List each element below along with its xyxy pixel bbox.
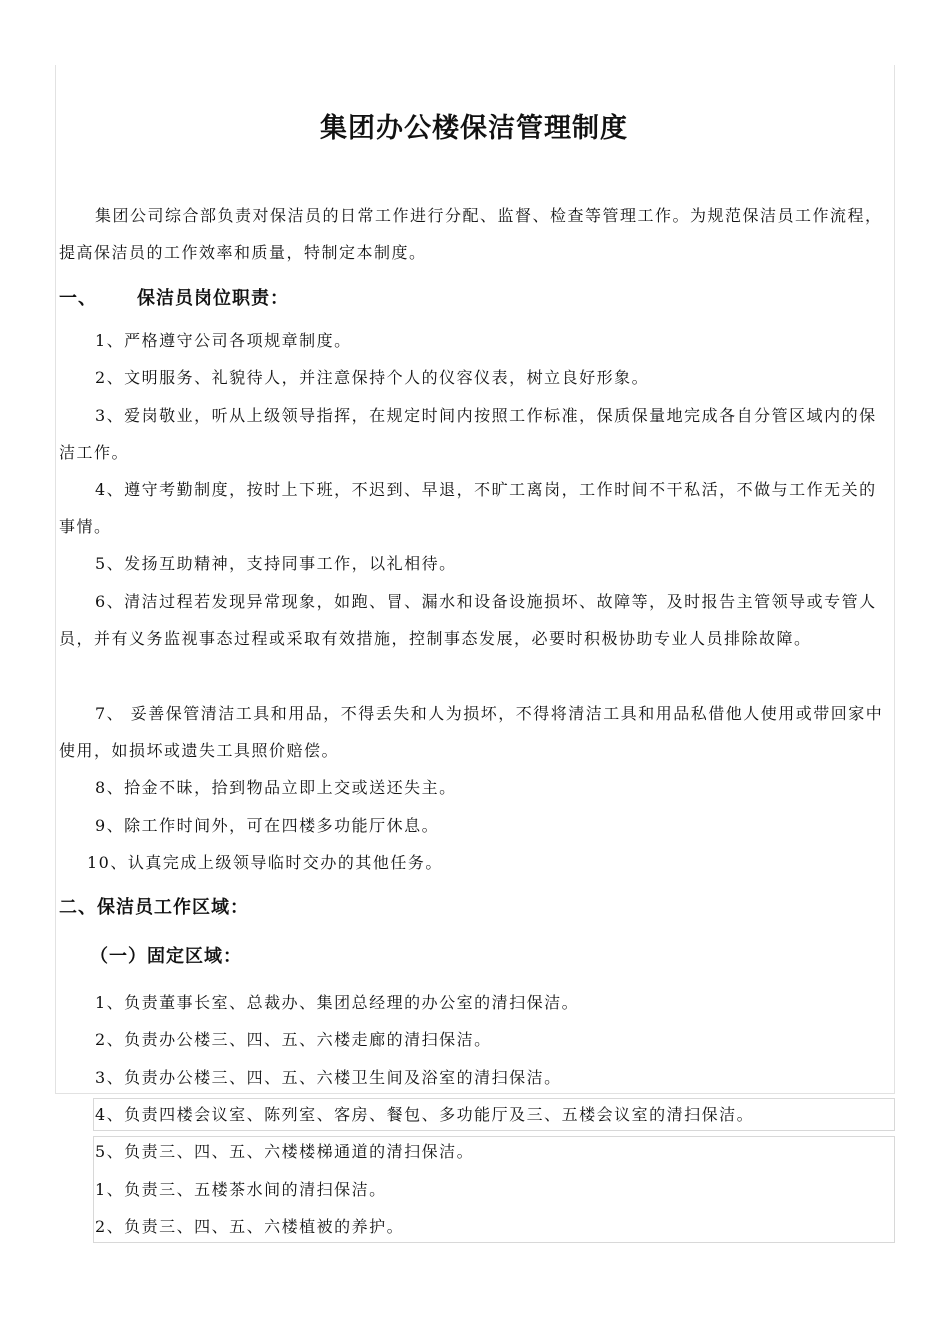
area-item-1: 1、负责董事长室、总裁办、集团总经理的办公室的清扫保洁。 xyxy=(95,993,580,1012)
area-item-4: 4、负责四楼会议室、陈列室、客房、餐包、多功能厅及三、五楼会议室的清扫保洁。 xyxy=(95,1105,755,1124)
duty-item-2: 2、文明服务、礼貌待人，并注意保持个人的仪容仪表，树立良好形象。 xyxy=(95,368,650,387)
duty-item-7: 7、 妥善保管清洁工具和用品，不得丢失和人为损坏，不得将清洁工具和用品私借他人使用或带回家中使用，如损坏或遗失工具照价赔偿。 xyxy=(59,704,884,760)
document-title: 集团办公楼保洁管理制度 xyxy=(320,113,628,144)
area-item-2: 2、负责办公楼三、四、五、六楼走廊的清扫保洁。 xyxy=(95,1030,492,1049)
duty-item-5: 5、发扬互助精神，支持同事工作，以礼相待。 xyxy=(95,554,457,573)
section-1-number: 一、 xyxy=(59,288,97,309)
section-1-heading xyxy=(59,284,289,310)
duty-item-1: 1、严格遵守公司各项规章制度。 xyxy=(95,331,352,350)
section-2-heading: 二、保洁员工作区域： xyxy=(59,897,249,918)
duty-item-8: 8、拾金不昧，拾到物品立即上交或送还失主。 xyxy=(95,778,457,797)
duty-item-6: 6、清洁过程若发现异常现象，如跑、冒、漏水和设备设施损坏、故障等，及时报告主管领导或专管人员，并有义务监视事态过程或采取有效措施，控制事态发展，必要时积极协助专业人员排除故障。 xyxy=(59,592,877,648)
section-1-title: 保洁员岗位职责： xyxy=(137,288,289,309)
duty-item-10: 10、认真完成上级领导临时交办的其他任务。 xyxy=(87,853,443,872)
intro-paragraph: 集团公司综合部负责对保洁员的日常工作进行分配、监督、检查等管理工作。为规范保洁员工作流程，提高保洁员的工作效率和质量，特制定本制度。 xyxy=(59,206,883,262)
duty-item-4: 4、遵守考勤制度，按时上下班，不迟到、早退，不旷工离岗，工作时间不干私活，不做与工作无关的事情。 xyxy=(59,480,877,536)
area-item-5: 5、负责三、四、五、六楼楼梯通道的清扫保洁。 xyxy=(95,1142,475,1161)
duty-item-9: 9、除工作时间外，可在四楼多功能厅休息。 xyxy=(95,816,440,835)
duty-item-3: 3、爱岗敬业，听从上级领导指挥，在规定时间内按照工作标准，保质保量地完成各自分管区域内的保洁工作。 xyxy=(59,406,877,462)
section-2-sub-heading: （一）固定区域： xyxy=(90,946,242,967)
area-item-6: 1、负责三、五楼茶水间的清扫保洁。 xyxy=(95,1180,387,1199)
area-item-7: 2、负责三、四、五、六楼植被的养护。 xyxy=(95,1217,405,1236)
area-item-3: 3、负责办公楼三、四、五、六楼卫生间及浴室的清扫保洁。 xyxy=(95,1068,562,1087)
